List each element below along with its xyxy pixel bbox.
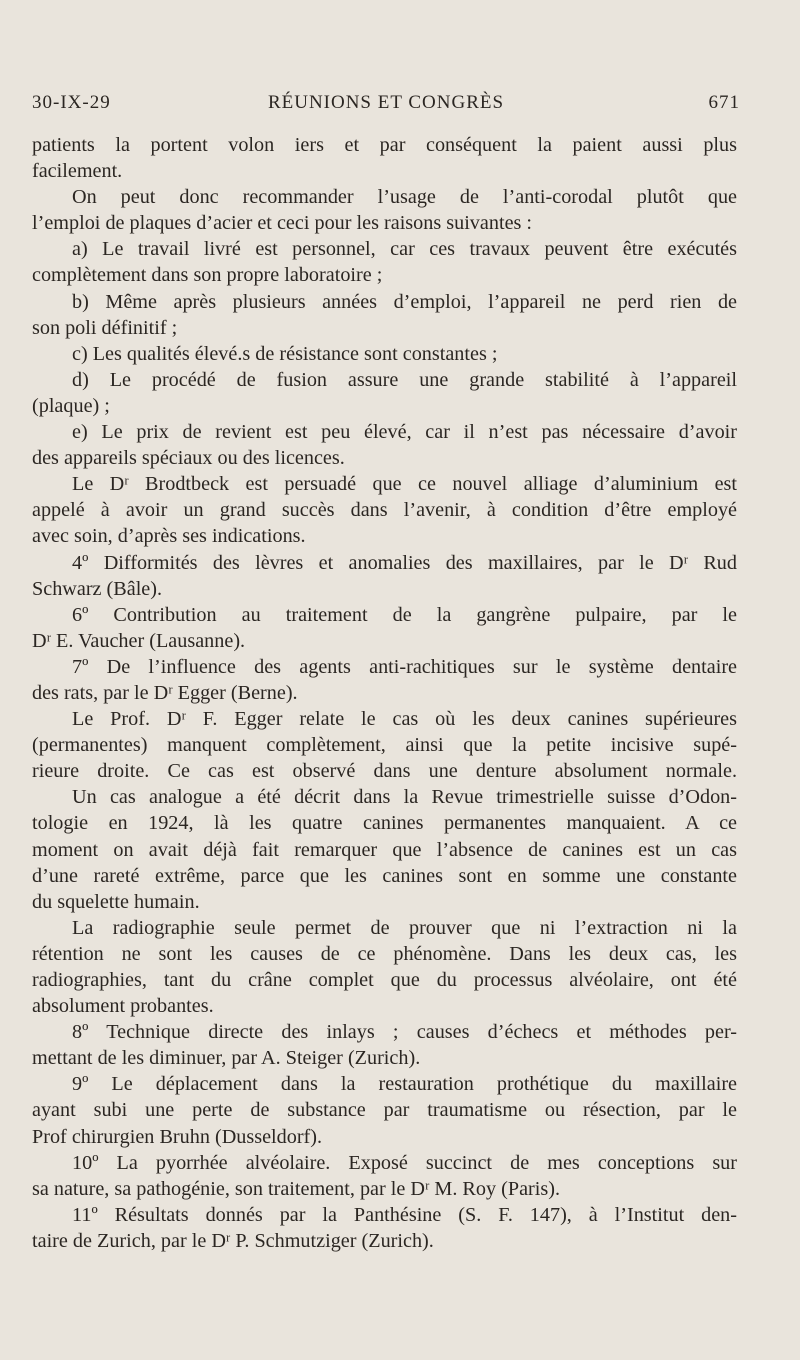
text-line: mettant de les diminuer, par A. Steiger (Zurich). [32, 1047, 421, 1070]
text-line: Prof chirurgien Bruhn (Dusseldorf). [32, 1125, 323, 1148]
text-line: radiographies, tant du crâne complet que du processus alvéolaire, ont été [32, 969, 737, 991]
text-line: Le Dʳ Brodtbeck est persuadé que ce nouvel alliage d’aluminium est [72, 473, 737, 496]
text-line: Un cas analogue a été décrit dans la Revue trimestrielle suisse d’Odon- [72, 786, 737, 809]
text-line: b) Même après plusieurs années d’emploi, l’appareil ne perd rien de [72, 290, 737, 313]
text-line: l’emploi de plaques d’acier et ceci pour les raisons suivantes : [32, 212, 533, 235]
text-line: La radiographie seule permet de prouver que ni l’extraction ni la [72, 916, 737, 939]
text-line: 8º Technique directe des inlays ; causes d’échecs et méthodes per- [72, 1021, 737, 1044]
header-date: 30-IX-29 [32, 92, 111, 113]
text-line: 9º Le déplacement dans la restauration prothétique du maxillaire [72, 1073, 737, 1096]
text-line: 7º De l’influence des agents anti-rachitiques sur le système dentaire [72, 655, 737, 678]
page-number: 671 [708, 92, 740, 113]
text-line: tologie en 1924, là les quatre canines permanentes manquaient. A ce [32, 812, 737, 835]
text-line: 6º Contribution au traitement de la gangrène pulpaire, par le [72, 603, 737, 626]
text-line: Dʳ E. Vaucher (Lausanne). [32, 629, 246, 652]
text-line: a) Le travail livré est personnel, car ces travaux peuvent être exécutés [72, 238, 737, 261]
text-line: Schwarz (Bâle). [32, 577, 163, 600]
text-line: (plaque) ; [32, 394, 110, 417]
text-line: patients la portent volon iers et par conséquent la paient aussi plus [32, 134, 737, 156]
text-line: facilement. [32, 160, 123, 183]
text-line: rétention ne sont les causes de ce phénomène. Dans les deux cas, les [32, 942, 737, 965]
text-line: On peut donc recommander l’usage de l’anti-corodal plutôt que [72, 186, 737, 209]
text-line: sa nature, sa pathogénie, son traitement, par le Dʳ M. Roy (Paris). [32, 1177, 560, 1200]
text-line: du squelette humain. [32, 890, 200, 913]
text-line: Le Prof. Dʳ F. Egger relate le cas où les deux canines supérieures [72, 708, 737, 731]
body-text [32, 132, 737, 1254]
text-line: complètement dans son propre laboratoire ; [32, 264, 383, 287]
text-line: 4º Difformités des lèvres et anomalies des maxillaires, par le Dʳ Rud [72, 551, 737, 574]
text-line: taire de Zurich, par le Dʳ P. Schmutziger (Zurich). [32, 1229, 434, 1252]
header-title: RÉUNIONS ET CONGRÈS [267, 92, 505, 113]
text-line: 11º Résultats donnés par la Panthésine (S. F. 147), à l’Institut den- [72, 1203, 737, 1226]
text-line: appelé à avoir un grand succès dans l’avenir, à condition d’être employé [32, 499, 737, 522]
text-line: des rats, par le Dʳ Egger (Berne). [32, 681, 298, 704]
text-line: e) Le prix de revient est peu élevé, car il n’est pas nécessaire d’avoir [72, 421, 737, 444]
text-line: des appareils spéciaux ou des licences. [32, 447, 345, 470]
text-line: d’une rareté extrême, parce que les canines sont en somme une constante [32, 864, 737, 887]
text-line: son poli définitif ; [32, 316, 178, 339]
text-line: 10º La pyorrhée alvéolaire. Exposé succinct de mes conceptions sur [72, 1151, 737, 1174]
text-line: moment on avait déjà fait remarquer que l’absence de canines est un cas [32, 838, 737, 861]
text-line: ayant subi une perte de substance par traumatisme ou résection, par le [32, 1099, 737, 1122]
text-line: d) Le procédé de fusion assure une grande stabilité à l’appareil [72, 368, 737, 391]
text-line: avec soin, d’après ses indications. [32, 525, 306, 548]
text-line: rieure droite. Ce cas est observé dans une denture absolument normale. [32, 760, 737, 783]
running-header [32, 92, 740, 122]
text-line: c) Les qualités élevé.s de résistance sont constantes ; [72, 342, 498, 365]
text-line: absolument probantes. [32, 995, 214, 1018]
text-line: (permanentes) manquent complètement, ainsi que la petite incisive supé- [32, 734, 737, 757]
